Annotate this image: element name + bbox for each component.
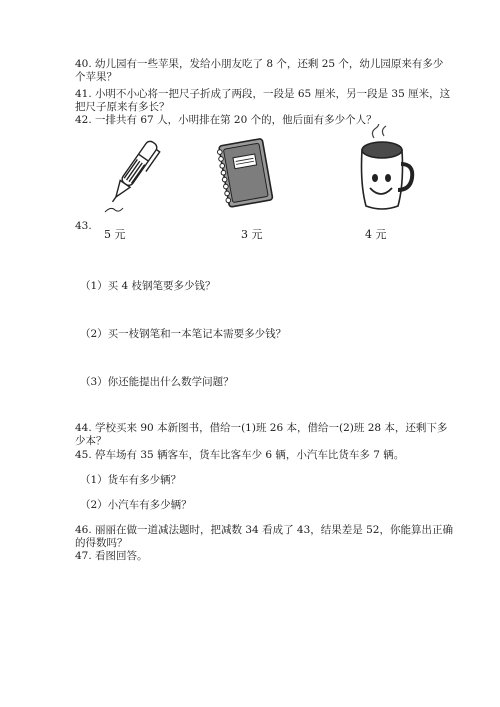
q46-line2: 的得数吗？ (75, 537, 128, 549)
notebook-price: 3 元 (241, 228, 263, 241)
q40-line1: 40. 幼儿园有一些苹果，发给小朋友吃了 8 个，还剩 25 个，幼儿园原来有多少 (75, 58, 444, 70)
q46-line1: 46. 丽丽在做一道减法题时，把减数 34 看成了 43，结果差是 52，你能算出正确 (75, 524, 453, 536)
q44-line1: 44. 学校买来 90 本新图书，借给一(1)班 26 本，借给一(2)班 28 本，还剩下多 (75, 422, 448, 434)
q45-sub1: （1）货车有多少辆？ (80, 474, 182, 486)
mug-price: 4 元 (365, 228, 387, 241)
q43-sub2: （2）买一枝钢笔和一本笔记本需要多少钱？ (80, 328, 287, 340)
q41-line2: 把尺子原来有多长？ (75, 101, 170, 113)
pen-price: 5 元 (104, 228, 126, 241)
pen-icon (103, 134, 161, 216)
notebook-icon (212, 136, 278, 212)
q45-line1: 45. 停车场有 35 辆客车，货车比客车少 6 辆，小汽车比货车多 7 辆。 (75, 449, 405, 461)
q44-line2: 少本？ (75, 435, 107, 447)
q43-number: 43. (75, 220, 92, 232)
q40-line2: 个苹果？ (75, 71, 117, 83)
q42-line1: 42. 一排共有 67 人，小明排在第 20 个的，他后面有多少个人？ (75, 114, 377, 126)
q45-sub2: （2）小汽车有多少辆？ (80, 499, 192, 511)
q43-sub3: （3）你还能提出什么数学问题？ (80, 376, 234, 388)
q47-line1: 47. 看图回答。 (75, 550, 148, 562)
q41-line1: 41. 小明不小心将一把尺子折成了两段，一段是 65 厘米，另一段是 35 厘米，这 (75, 88, 451, 100)
q43-sub1: （1）买 4 枝钢笔要多少钱？ (80, 280, 216, 292)
mug-icon (352, 124, 416, 212)
